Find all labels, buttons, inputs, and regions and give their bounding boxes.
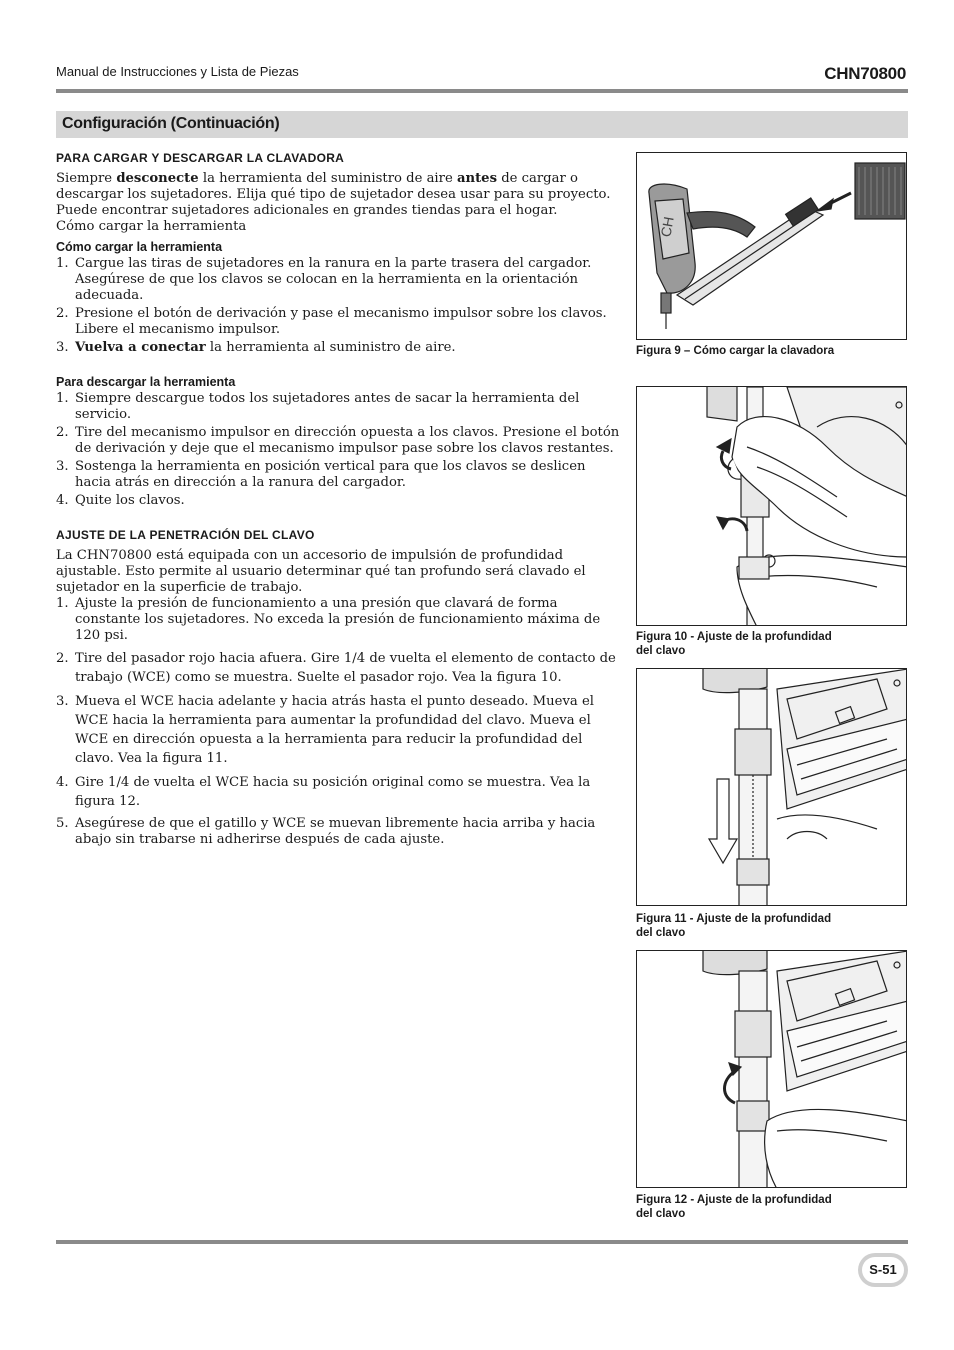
header-rule [56, 89, 908, 93]
caption-line: del clavo [636, 645, 686, 657]
intro-text: de cargar o descargar los sujetadores. Elija qué tipo de sujetador desea usar para su proyecto. Puede encontrar sujetadores adicionales en grandes tiendas para el hogar. [56, 171, 611, 218]
step-text: Cargue las tiras de sujetadores en la ranura en la parte trasera del cargador. Asegúrese de que los clavos se colocan en la herramienta en la orientación adecuada. [75, 256, 592, 303]
step-number: 4. [56, 493, 69, 508]
section-bar [56, 111, 908, 138]
step-number: 2. [56, 306, 69, 321]
step-text: Presione el botón de derivación y pase el mecanismo impulsor sobre los clavos. Libere el mecanismo impulsor. [75, 306, 607, 337]
page-number: S-51 [862, 1257, 904, 1283]
loading-intro [56, 171, 620, 219]
caption-line: Figura 12 - Ajuste de la profundidad [636, 1194, 832, 1206]
list-item [56, 391, 620, 423]
step-text: Siempre descargue todos los sujetadores antes de sacar la herramienta del servicio. [75, 391, 580, 422]
list-item [56, 649, 620, 687]
step-text: la herramienta al suministro de aire. [205, 340, 456, 355]
step-text: Tire del mecanismo impulsor en dirección opuesta a los clavos. Presione el botón de derivación y deje que el mecanismo impulsor pase sobre los clavos restantes. [75, 425, 620, 456]
figure-10-depth-adjust-illustration [636, 386, 907, 626]
step-number: 2. [56, 651, 69, 666]
caption-line: del clavo [636, 927, 686, 939]
list-item [56, 493, 620, 509]
list-item [56, 459, 620, 491]
text-column [56, 150, 620, 850]
figure-10-caption [636, 630, 908, 658]
section-title: Configuración (Continuación) [62, 115, 280, 132]
manual-title: Manual de Instrucciones y Lista de Piezas [56, 64, 299, 79]
step-text: Quite los clavos. [75, 493, 185, 508]
load-steps [56, 256, 620, 356]
step-text: Sostenga la herramienta en posición vertical para que los clavos se deslicen hacia atrás en dirección a la ranura del cargador. [75, 459, 586, 490]
step-number: 5. [56, 816, 69, 831]
model-number: CHN70800 [824, 64, 906, 83]
step-number: 3. [56, 694, 69, 709]
depth-heading: AJUSTE DE LA PENETRACIÓN DEL CLAVO [56, 528, 315, 542]
caption-line: Figura 10 - Ajuste de la profundidad [636, 631, 832, 643]
step-text: Gire 1/4 de vuelta el WCE hacia su posición original como se muestra. Vea la figura 12. [75, 775, 591, 809]
intro-bold-disconnect: desconecte [116, 171, 199, 186]
list-item [56, 596, 620, 644]
load-heading: Cómo cargar la herramienta [56, 240, 223, 254]
loading-heading: PARA CARGAR Y DESCARGAR LA CLAVADORA [56, 151, 345, 165]
step-number: 4. [56, 775, 69, 790]
list-item [56, 773, 620, 811]
page-number-badge [858, 1253, 908, 1287]
figure-12-depth-adjust-illustration [636, 950, 907, 1188]
caption-line: del clavo [636, 1208, 686, 1220]
step-number: 1. [56, 256, 69, 271]
figure-11-depth-adjust-illustration [636, 668, 907, 906]
list-item [56, 692, 620, 768]
list-item [56, 425, 620, 457]
figure-9-caption: Figura 9 – Cómo cargar la clavadora [636, 345, 835, 357]
step-number: 2. [56, 425, 69, 440]
list-item [56, 256, 620, 304]
step-number: 3. [56, 340, 69, 355]
depth-intro: La CHN70800 está equipada con un accesorio de impulsión de profundidad ajustable. Esto permite al usuario determinar qué tan profundo será clavado el sujetador en la superficie de trabajo. [56, 548, 586, 595]
figure-11-caption [636, 912, 908, 940]
figure-9-nailer-loading-illustration [636, 152, 907, 340]
svg-text:CH: CH [657, 215, 677, 239]
step-number: 3. [56, 459, 69, 474]
step-text: Asegúrese de que el gatillo y WCE se muevan libremente hacia arriba y hacia abajo sin trabarse ni adherirse después de cada ajuste. [75, 816, 596, 847]
step-bold-reconnect: Vuelva a conectar [75, 340, 206, 355]
step-text: Ajuste la presión de funcionamiento a una presión que clavará de forma constante los sujetadores. No exceda la presión de funcionamiento máxima de 120 psi. [75, 596, 601, 643]
step-text: Mueva el WCE hacia adelante y hacia atrás hasta el punto deseado. Mueva el WCE hacia la herramienta para aumentar la profundidad del clavo. Mueva el WCE en dirección opuesta a la herramienta para reducir la profundidad del clavo. Vea la figura 11. [75, 694, 595, 766]
unload-steps [56, 391, 620, 509]
step-number: 1. [56, 391, 69, 406]
loading-intro-line: Cómo cargar la herramienta [56, 219, 247, 234]
footer-rule [56, 1240, 908, 1244]
intro-text: Siempre [56, 171, 117, 186]
intro-bold-before: antes [456, 171, 497, 186]
step-number: 1. [56, 596, 69, 611]
step-text: Tire del pasador rojo hacia afuera. Gire 1/4 de vuelta el elemento de contacto de trabajo (WCE) como se muestra. Suelte el pasador rojo. Vea la figura 10. [75, 651, 616, 685]
unload-heading: Para descargar la herramienta [56, 375, 236, 389]
figure-12-caption [636, 1193, 908, 1221]
intro-text: la herramienta del suministro de aire [198, 171, 457, 186]
list-item [56, 816, 620, 848]
list-item [56, 340, 620, 356]
depth-steps [56, 596, 620, 848]
caption-line: Figura 11 - Ajuste de la profundidad [636, 913, 832, 925]
list-item [56, 306, 620, 338]
